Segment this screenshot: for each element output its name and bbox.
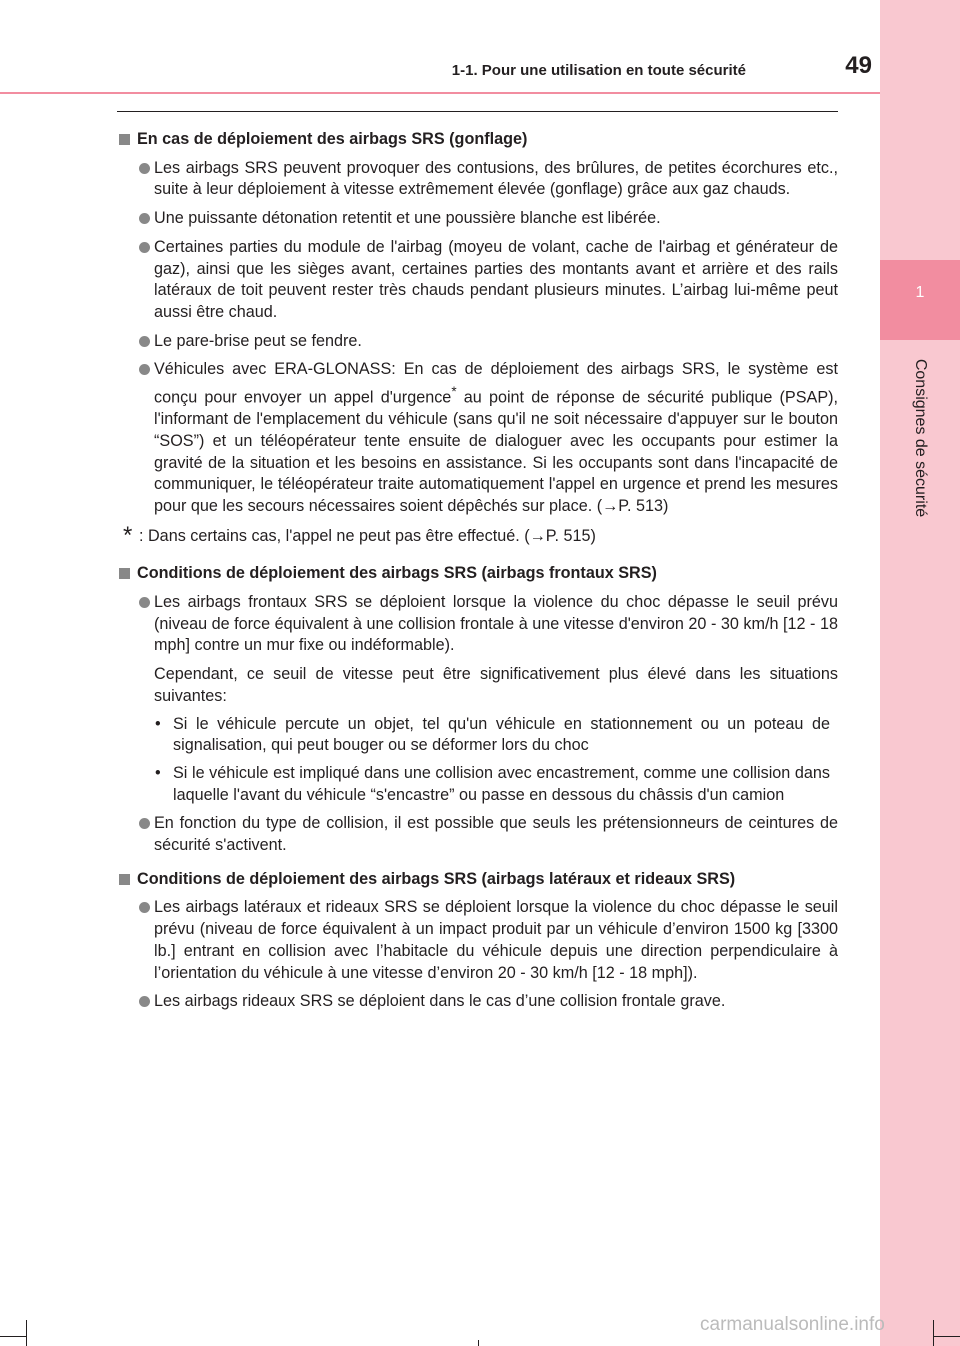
square-bullet-icon <box>119 134 130 145</box>
sub-list-item-text: Si le véhicule percute un objet, tel qu'un véhicule en stationnement ou un poteau de signalisation, qui peut bouger ou se déformer lors du choc <box>173 714 830 755</box>
page-number: 49 <box>845 52 872 79</box>
list-item <box>117 237 838 324</box>
footnote-text: : Dans certains cas, l'appel ne peut pas être effectué. (→P. 515) <box>139 526 596 545</box>
list-item-text-continued: au point de réponse de sécurité publique (PSAP), l'informant de l'emplacement du véhicule (sans qu'il ne soit nécessaire d'appuyer sur le bouton “SOS”) et un téléopérateur tente ensuite de dialoguer avec les occupants pour estimer la gravité de la situation et les besoins en assistance. Si les occupants sont dans l'incapacité de communiquer, le téléopérateur traite automatiquement l'appel en urgence et prend les mesures pour que les secours nécessaires soient dépêchés sur place. (→P. 513) <box>154 388 839 515</box>
square-bullet-icon <box>119 568 130 579</box>
list-item-text: Les airbags SRS peuvent provoquer des contusions, des brûlures, de petites écorchures etc., suite à leur déploiement à vitesse extrêmement élevée (gonflage) grâce aux gaz chauds. <box>154 158 838 199</box>
small-bullet-icon: • <box>155 763 161 782</box>
list-item <box>117 991 838 1013</box>
page-content <box>117 123 838 1013</box>
section-heading-text: En cas de déploiement des airbags SRS (gonflage) <box>137 130 528 148</box>
crop-mark <box>934 1336 960 1337</box>
asterisk-marker: * <box>123 521 133 549</box>
sub-list-item <box>117 714 838 757</box>
small-bullet-icon: • <box>155 714 161 733</box>
crop-mark <box>26 1320 27 1346</box>
list-item-text: Une puissante détonation retentit et une poussière blanche est libérée. <box>154 209 661 228</box>
sub-list-item-text: Si le véhicule est impliqué dans une collision avec encastrement, comme une collision dans laquelle l'avant du véhicule “s'encastre” ou passe en dessous du châssis d'un camion <box>173 763 830 804</box>
list-item-text: Les airbags latéraux et rideaux SRS se déploient lorsque la violence du choc dépasse le seuil prévu (niveau de force équivalent à un impact produit par un véhicule d’environ 1500 kg [3300 lb.] entrant en collision avec l’habitacle du véhicule depuis une direction perpendiculaire à l’orientation du véhicule à une vitesse d’environ 20 - 30 km/h [12 - 18 mph]). <box>154 898 838 982</box>
list-item-text: Le pare-brise peut se fendre. <box>154 331 362 350</box>
crop-mark <box>933 1320 934 1346</box>
list-item <box>117 331 838 353</box>
round-bullet-icon <box>139 242 150 253</box>
list-item <box>117 897 838 984</box>
round-bullet-icon <box>139 597 150 608</box>
chapter-side-tab <box>880 0 960 1346</box>
crop-mark <box>478 1340 479 1346</box>
list-item <box>117 592 838 657</box>
section-heading-text: Conditions de déploiement des airbags SRS (airbags frontaux SRS) <box>137 564 657 583</box>
section-heading-text: Conditions de déploiement des airbags SRS (airbags latéraux et rideaux SRS) <box>137 869 736 888</box>
list-item-text: Les airbags rideaux SRS se déploient dans le cas d’une collision frontale grave. <box>154 992 726 1011</box>
asterisk-marker: * <box>451 384 457 400</box>
chapter-number-box <box>880 260 960 340</box>
list-item-text: En fonction du type de collision, il est possible que seuls les prétensionneurs de ceintures de sécurité s'activent. <box>154 814 838 855</box>
round-bullet-icon <box>139 163 150 174</box>
list-item-text: Véhicules avec ERA-GLONASS: En cas de déploiement des airbags SRS, le système est conçu pour envoyer un appel d'urgence <box>154 360 838 407</box>
list-item-text: Les airbags frontaux SRS se déploient lorsque la violence du choc dépasse le seuil prévu (niveau de force équivalent à une collision frontale à une vitesse d'environ 20 - 30 km/h [12 - 18 mph] contre un mur fixe ou indéformable). <box>154 593 838 655</box>
section-heading <box>117 869 838 891</box>
crop-mark <box>0 1336 26 1337</box>
round-bullet-icon <box>139 213 150 224</box>
round-bullet-icon <box>139 364 150 375</box>
chapter-number: 1 <box>915 284 925 301</box>
list-item-text: Certaines parties du module de l'airbag (moyeu de volant, cache de l'airbag et générateur de gaz), ainsi que les sièges avant, certaines parties des montants avant et arrière et des rails latéraux de toit peuvent rester très chauds pendant plusieurs minutes. L’airbag lui-même peut aussi être chaud. <box>154 237 838 321</box>
running-title: 1-1. Pour une utilisation en toute sécurité <box>451 62 746 79</box>
section-heading <box>117 563 838 585</box>
round-bullet-icon <box>139 996 150 1007</box>
section-rule <box>117 111 838 112</box>
header-divider <box>0 92 880 94</box>
square-bullet-icon <box>119 874 130 885</box>
list-item <box>117 158 838 201</box>
footnote <box>117 521 838 549</box>
sub-list-item <box>117 763 838 806</box>
section-heading <box>117 129 838 151</box>
list-item <box>117 359 838 517</box>
chapter-label: Consignes de sécurité <box>912 358 929 518</box>
watermark-text: carmanualsonline.info <box>700 1314 885 1335</box>
list-item <box>117 813 838 856</box>
round-bullet-icon <box>139 902 150 913</box>
list-item <box>117 208 838 230</box>
paragraph: Cependant, ce seuil de vitesse peut être significativement plus élevé dans les situations suivantes: <box>154 665 838 705</box>
round-bullet-icon <box>139 818 150 829</box>
round-bullet-icon <box>139 336 150 347</box>
